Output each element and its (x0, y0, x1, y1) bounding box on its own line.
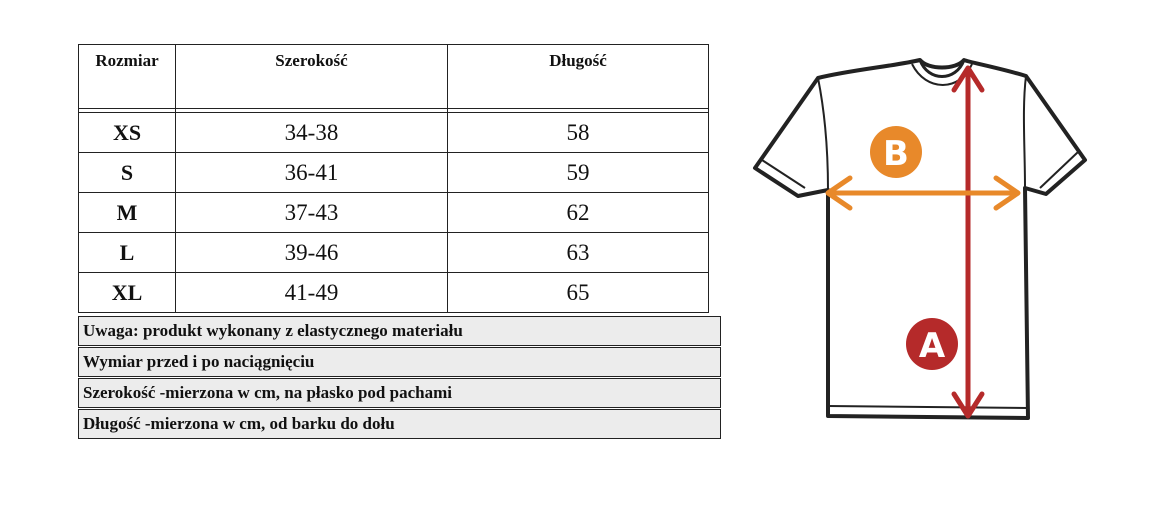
tshirt-diagram (750, 48, 1095, 428)
table-row (79, 193, 709, 233)
note-length-measure: Długość -mierzona w cm, od barku do dołu (78, 409, 721, 439)
size-cell: M (79, 193, 176, 233)
size-cell: XL (79, 273, 176, 313)
table-header-row (79, 45, 709, 109)
width-cell: 39-46 (176, 233, 448, 273)
table-row (79, 113, 709, 153)
length-badge-letter: A (918, 326, 946, 366)
size-cell: XS (79, 113, 176, 153)
width-cell: 41-49 (176, 273, 448, 313)
header-size: Rozmiar (79, 45, 176, 109)
size-table (78, 44, 709, 313)
note-material: Uwaga: produkt wykonany z elastycznego materiału (78, 316, 721, 346)
notes-list (78, 316, 721, 440)
size-cell: S (79, 153, 176, 193)
note-stretch: Wymiar przed i po naciągnięciu (78, 347, 721, 377)
table-row (79, 233, 709, 273)
width-cell: 36-41 (176, 153, 448, 193)
width-badge-letter: B (883, 134, 909, 174)
table-row (79, 153, 709, 193)
length-cell: 63 (448, 233, 709, 273)
size-cell: L (79, 233, 176, 273)
width-cell: 34-38 (176, 113, 448, 153)
note-width-measure: Szerokość -mierzona w cm, na płasko pod pachami (78, 378, 721, 408)
length-cell: 58 (448, 113, 709, 153)
table-row (79, 273, 709, 313)
width-badge (870, 126, 922, 178)
length-cell: 65 (448, 273, 709, 313)
header-width: Szerokość (176, 45, 448, 109)
length-badge (906, 318, 958, 370)
width-cell: 37-43 (176, 193, 448, 233)
length-cell: 62 (448, 193, 709, 233)
length-cell: 59 (448, 153, 709, 193)
header-length: Długość (448, 45, 709, 109)
